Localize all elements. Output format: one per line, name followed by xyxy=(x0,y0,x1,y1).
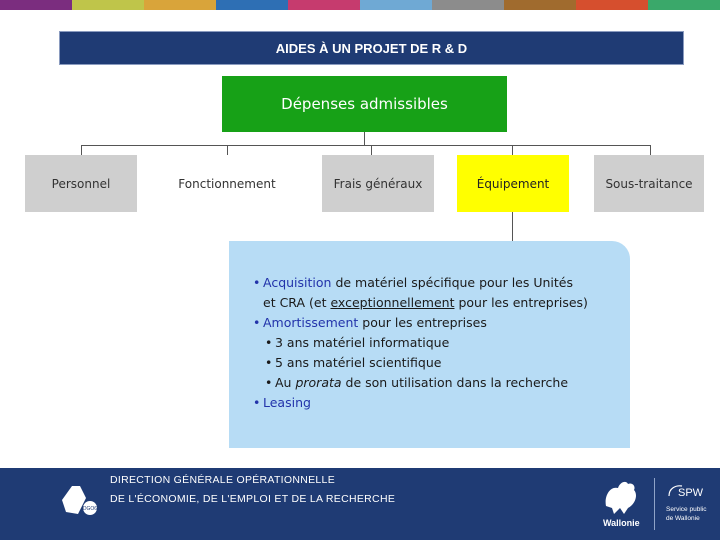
list-item xyxy=(253,273,618,293)
node-frais-generaux: Frais généraux xyxy=(322,155,434,212)
list-item xyxy=(253,313,618,333)
dgo-logo-icon xyxy=(58,482,98,518)
spw-text: SPW xyxy=(678,487,704,498)
spw-logo-icon xyxy=(666,484,708,498)
wallonie-label: Wallonie xyxy=(603,518,640,528)
connector-drop-3 xyxy=(371,145,372,155)
list-item-text: de matériel spécifique pour les Unités xyxy=(331,275,574,290)
equipement-details xyxy=(229,241,630,448)
list-item-continuation xyxy=(253,293,618,313)
list-item-text: 3 ans matériel informatique xyxy=(275,335,450,350)
node-equipement: Équipement xyxy=(457,155,569,212)
list-item-text: de son utilisation dans la recherche xyxy=(341,375,569,390)
connector-bar xyxy=(81,145,650,146)
connector-drop-5 xyxy=(650,145,651,155)
bullet: • xyxy=(265,355,273,370)
connector-drop-1 xyxy=(81,145,82,155)
sub-list-item xyxy=(253,353,618,373)
footer xyxy=(0,468,720,540)
list-item-text: pour les entreprises xyxy=(358,315,487,330)
bullet: • xyxy=(253,315,261,330)
footer-divider xyxy=(654,478,655,530)
bullet: • xyxy=(265,375,273,390)
keyword-acquisition: Acquisition xyxy=(263,275,332,290)
sub-list-item xyxy=(253,333,618,353)
node-fonctionnement: Fonctionnement xyxy=(160,155,294,212)
underlined-text: exceptionnellement xyxy=(330,295,455,310)
list-item-text: et CRA (et xyxy=(263,295,331,310)
wallonie-rooster-icon xyxy=(598,476,642,516)
bullet: • xyxy=(253,275,261,290)
list-item xyxy=(253,393,618,413)
node-sous-traitance: Sous-traitance xyxy=(594,155,704,212)
root-node-depenses: Dépenses admissibles xyxy=(222,76,507,132)
node-personnel: Personnel xyxy=(25,155,137,212)
italic-text: prorata xyxy=(295,375,342,390)
list-item-text: 5 ans matériel scientifique xyxy=(275,355,442,370)
bullet: • xyxy=(253,395,261,410)
list-item-text: Au xyxy=(275,375,296,390)
keyword-leasing: Leasing xyxy=(263,395,311,410)
sub-list-item xyxy=(253,373,618,393)
color-stripe xyxy=(0,0,720,10)
spw-subtitle-2: de Wallonie xyxy=(666,515,700,522)
dgo-mark: DGO6 xyxy=(82,506,98,512)
keyword-amortissement: Amortissement xyxy=(263,315,359,330)
connector-drop-2 xyxy=(227,145,228,155)
connector-drop-4 xyxy=(512,145,513,155)
footer-line-2: DE L'ÉCONOMIE, DE L'EMPLOI ET DE LA RECHERCHE xyxy=(110,493,396,505)
list-item-text: pour les entreprises) xyxy=(454,295,588,310)
connector-equipement-details xyxy=(512,212,513,241)
bullet: • xyxy=(265,335,273,350)
footer-line-1: DIRECTION GÉNÉRALE OPÉRATIONNELLE xyxy=(110,474,336,486)
connector-trunk xyxy=(364,132,365,146)
spw-subtitle-1: Service public xyxy=(666,506,707,513)
page-title: AIDES À UN PROJET DE R & D xyxy=(59,31,684,65)
